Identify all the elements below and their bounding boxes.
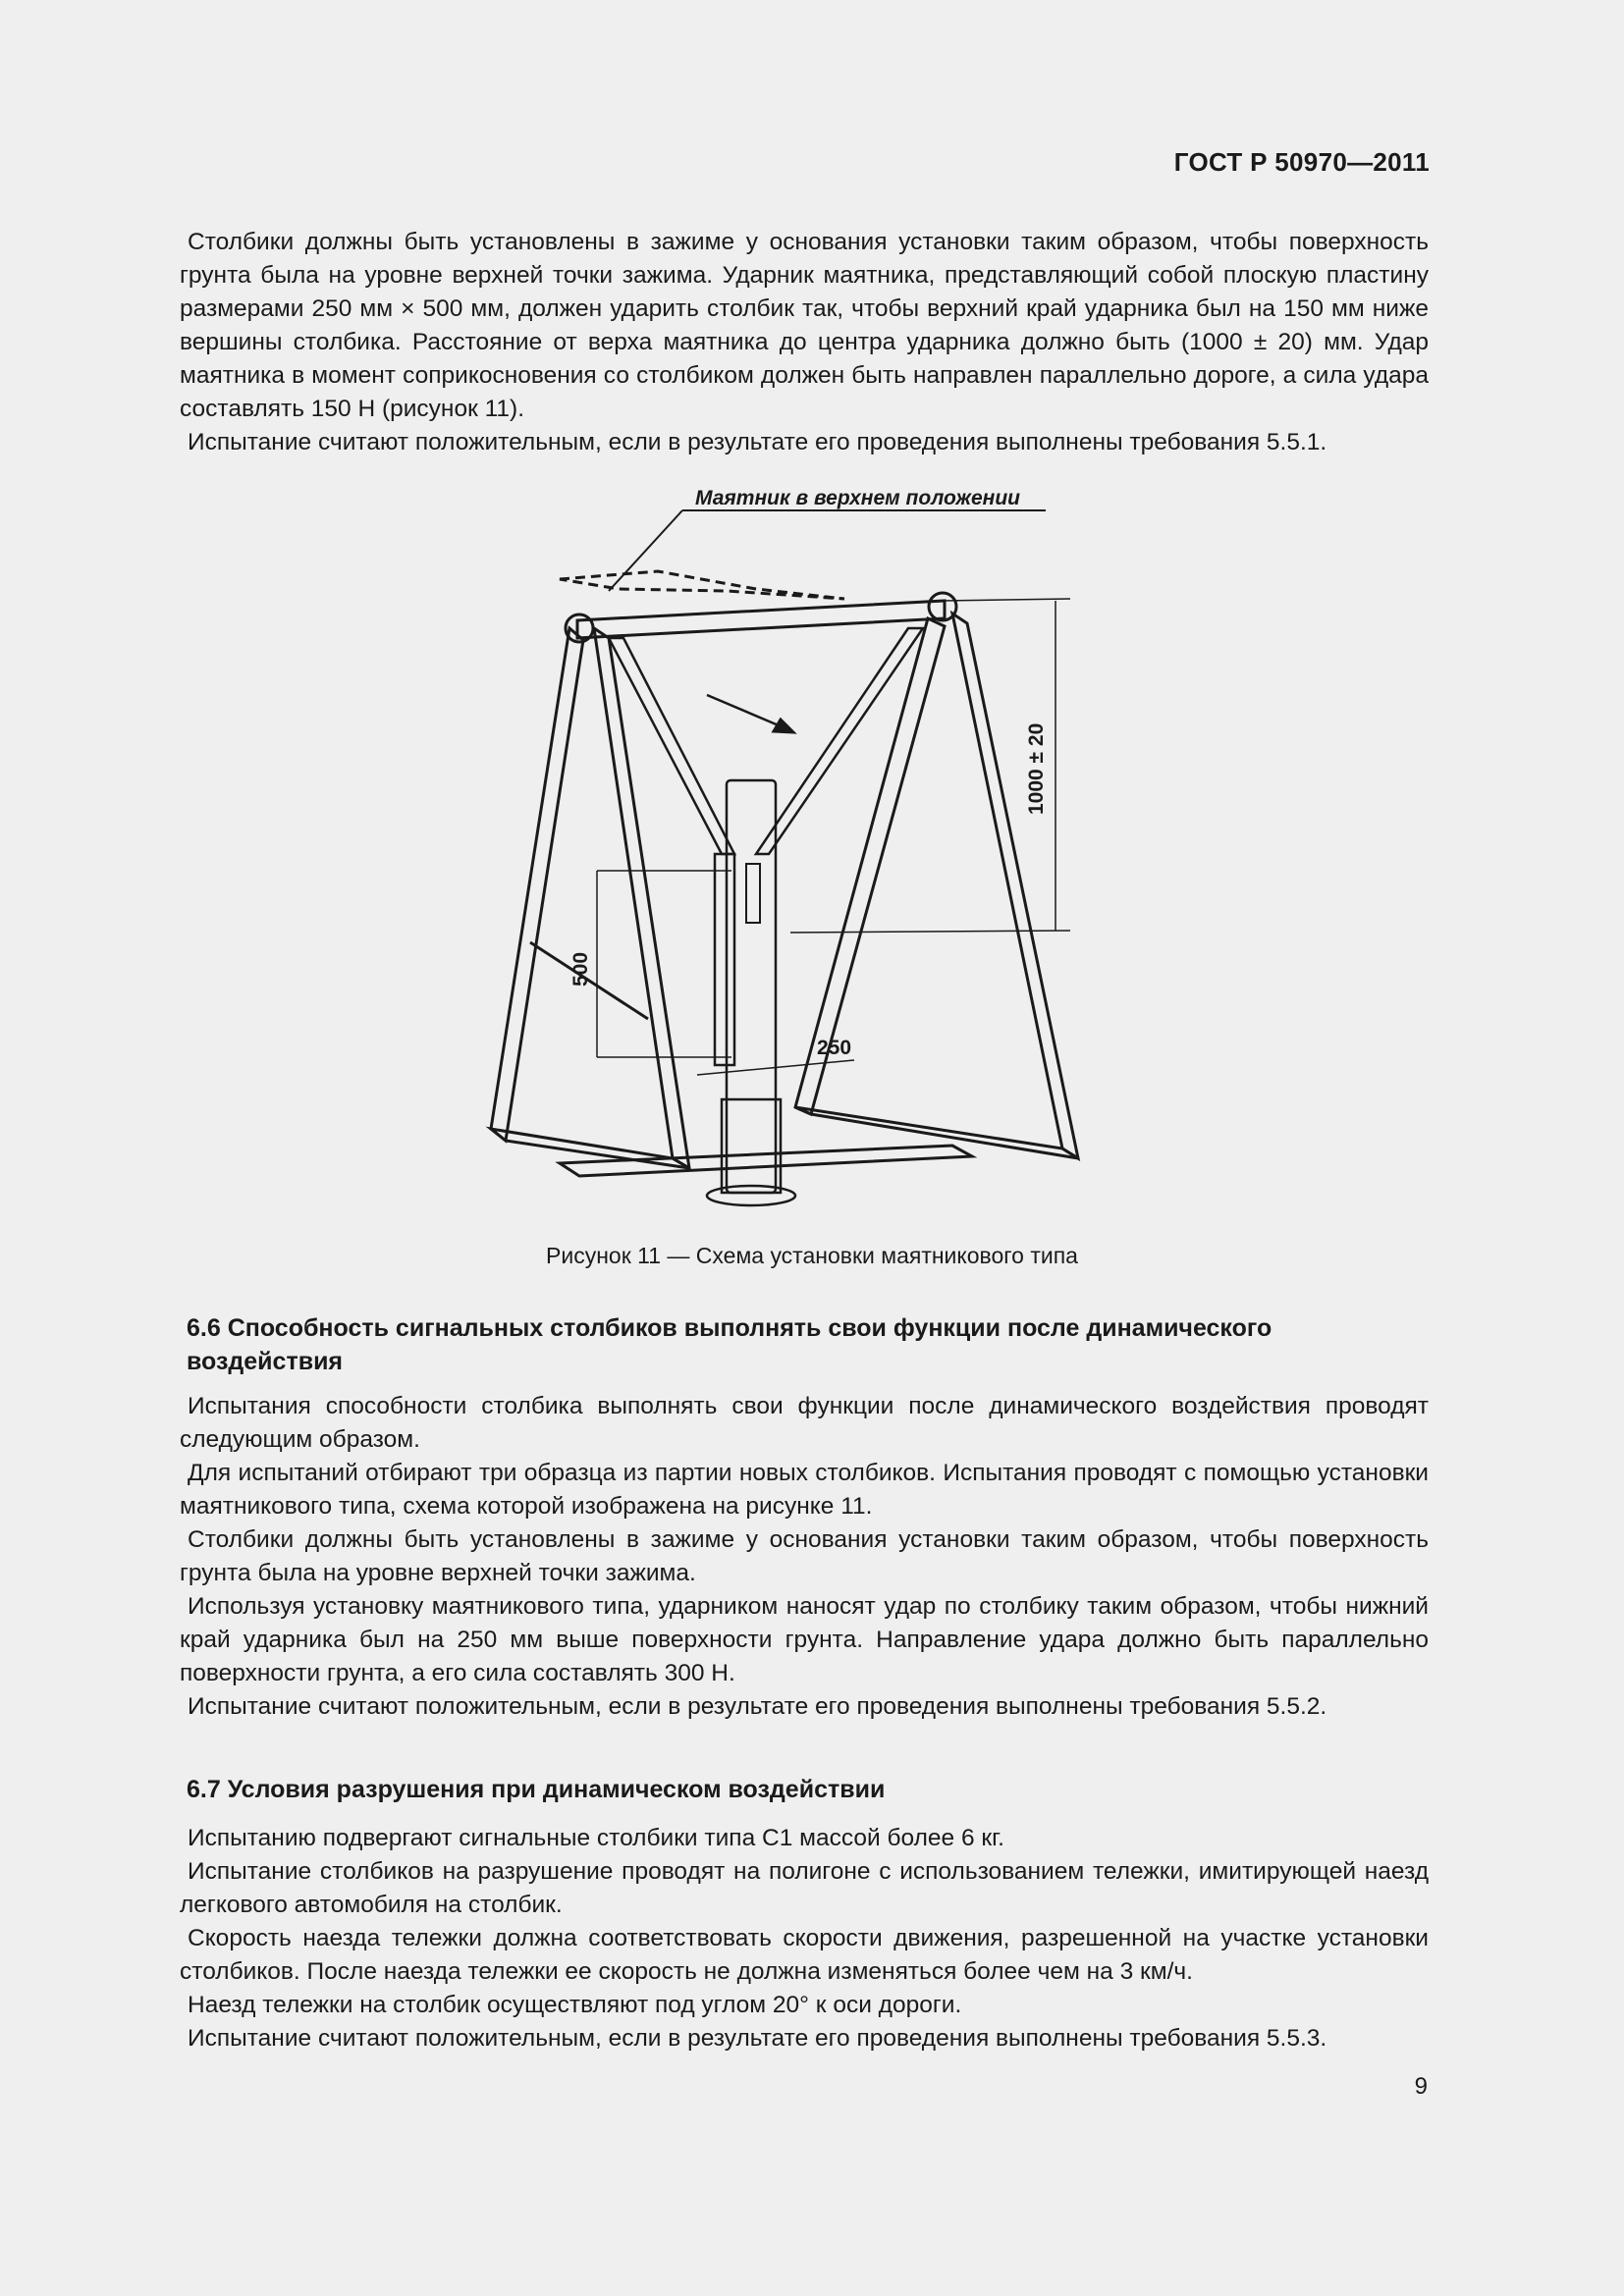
dim-500: 500 <box>569 951 592 987</box>
left-frame <box>491 628 583 1141</box>
label-leader <box>609 510 682 591</box>
label-upper-position: Маятник в верхнем положении <box>695 487 1021 509</box>
figure-pendulum-setup <box>461 481 1090 1207</box>
pendulum-arm-left <box>609 638 734 854</box>
section-heading-6-7: 6.7 Условия разрушения при динамическом воздействии <box>187 1776 886 1803</box>
post-base <box>707 1186 795 1205</box>
post-clamp <box>722 1099 781 1193</box>
document-header: ГОСТ Р 50970—2011 <box>1173 147 1430 177</box>
paragraph: Столбики должны быть установлены в зажиме у основания установки таким образом, чтобы поверхность грунта была на уровне верхней точки зажима. Ударник маятника, представляющий собой плоскую пластину размерами 250 мм × 500 мм, должен ударить столбик так, чтобы верхний край ударника был на 150 мм ниже вершины столбика. Расстояние от верха маятника до центра ударника должно быть (1000 ± 20) мм. Удар маятника в момент соприкосновения со столбиком должен быть направлен параллельно дороге, а сила удара составлять 150 Н (рисунок 11). <box>180 229 1429 422</box>
paragraph: Испытание считают положительным, если в результате его проведения выполнены требования 5.5.1. <box>188 429 1327 455</box>
paragraph: Испытание считают положительным, если в результате его проведения выполнены требования 5.5.2. <box>188 1693 1327 1720</box>
intro-text <box>180 226 1429 459</box>
swing-arrow <box>707 695 785 728</box>
paragraph: Скорость наезда тележки должна соответствовать скорости движения, разрешенной на участке установки столбиков. После наезда тележки ее скорость не должна изменяться более чем на 3 км/ч. <box>180 1925 1429 1985</box>
paragraph: Испытание считают положительным, если в результате его проведения выполнены требования 5.5.3. <box>188 2025 1327 2052</box>
paragraph: Для испытаний отбирают три образца из партии новых столбиков. Испытания проводят с помощью установки маятникового типа, схема которой изображена на рисунке 11. <box>180 1460 1429 1520</box>
figure-caption: Рисунок 11 — Схема установки маятникового типа <box>546 1243 1078 1268</box>
pendulum-upper-dashed <box>560 571 844 599</box>
dim-250: 250 <box>817 1037 852 1059</box>
right-frame <box>952 614 1078 1158</box>
section-heading-6-6: 6.6 Способность сигнальных столбиков выполнять свои функции после динамического воздействия <box>187 1314 1272 1375</box>
section-6-7-text <box>180 1822 1429 2056</box>
paragraph: Испытание столбиков на разрушение проводят на полигоне с использованием тележки, имитирующей наезд легкового автомобиля на столбик. <box>180 1858 1429 1918</box>
paragraph: Столбики должны быть установлены в зажиме у основания установки таким образом, чтобы поверхность грунта была на уровне верхней точки зажима. <box>180 1526 1429 1586</box>
striker-plate <box>715 854 734 1065</box>
page-number: 9 <box>1414 2073 1428 2100</box>
pendulum-diagram <box>461 481 1090 1207</box>
paragraph: Испытания способности столбика выполнять свои функции после динамического воздействия проводят следующим образом. <box>180 1393 1429 1453</box>
paragraph: Используя установку маятникового типа, ударником наносят удар по столбику таким образом, чтобы нижний край ударника был на 250 мм выше поверхности грунта. Направление удара должно быть параллельно поверхности грунта, а его сила составлять 300 Н. <box>180 1593 1429 1686</box>
paragraph: Наезд тележки на столбик осуществляют под углом 20° к оси дороги. <box>188 1992 962 2018</box>
pendulum-arm-right <box>756 628 923 854</box>
paragraph: Испытанию подвергают сигнальные столбики типа С1 массой более 6 кг. <box>188 1825 1004 1851</box>
dim-1000: 1000 ± 20 <box>1025 722 1048 815</box>
section-6-6-text <box>180 1390 1429 1724</box>
post-slot <box>746 864 760 923</box>
top-beam <box>577 601 945 638</box>
